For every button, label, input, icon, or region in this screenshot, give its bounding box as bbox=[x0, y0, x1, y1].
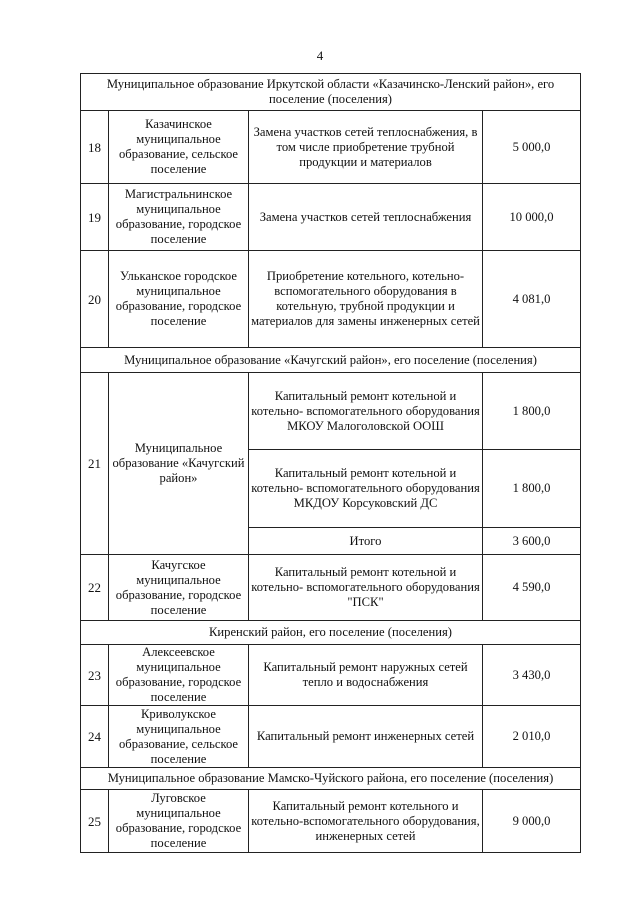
purpose-cell: Капитальный ремонт котельного и котельно-вспомогательного оборудования, инженерных сетей bbox=[249, 790, 483, 853]
entity-cell: Алексеевское муниципальное образование, городское поселение bbox=[109, 645, 249, 706]
purpose-cell: Замена участков сетей теплоснабжения bbox=[249, 184, 483, 251]
row-number: 24 bbox=[81, 706, 109, 768]
total-label: Итого bbox=[249, 528, 483, 555]
table-row bbox=[81, 373, 581, 450]
section-title: Муниципальное образование Мамско-Чуйского района, его поселение (поселения) bbox=[81, 768, 581, 790]
section-row bbox=[81, 621, 581, 645]
amount-cell: 4 590,0 bbox=[483, 555, 581, 621]
row-number: 20 bbox=[81, 251, 109, 348]
table-row bbox=[81, 111, 581, 184]
amount-cell: 5 000,0 bbox=[483, 111, 581, 184]
table-row bbox=[81, 790, 581, 853]
purpose-cell: Капитальный ремонт котельной и котельно- вспомогательного оборудования "ПСК" bbox=[249, 555, 483, 621]
purpose-cell: Капитальный ремонт котельной и котельно- вспомогательного оборудования МКОУ Малоголовской ООШ bbox=[249, 373, 483, 450]
amount-cell: 10 000,0 bbox=[483, 184, 581, 251]
section-title: Киренский район, его поселение (поселения) bbox=[81, 621, 581, 645]
section-title: Муниципальное образование Иркутской области «Казачинско-Ленский район», его поселение (поселения) bbox=[81, 74, 581, 111]
entity-cell: Казачинское муниципальное образование, сельское поселение bbox=[109, 111, 249, 184]
entity-cell: Луговское муниципальное образование, городское поселение bbox=[109, 790, 249, 853]
purpose-cell: Замена участков сетей теплоснабжения, в том числе приобретение трубной продукции и материалов bbox=[249, 111, 483, 184]
row-number: 23 bbox=[81, 645, 109, 706]
funding-table bbox=[80, 73, 581, 853]
section-row bbox=[81, 74, 581, 111]
amount-cell: 9 000,0 bbox=[483, 790, 581, 853]
amount-cell: 2 010,0 bbox=[483, 706, 581, 768]
row-number: 18 bbox=[81, 111, 109, 184]
amount-cell: 4 081,0 bbox=[483, 251, 581, 348]
table-row bbox=[81, 706, 581, 768]
row-number: 22 bbox=[81, 555, 109, 621]
amount-cell: 1 800,0 bbox=[483, 450, 581, 528]
entity-cell: Криволукское муниципальное образование, сельское поселение bbox=[109, 706, 249, 768]
row-number: 21 bbox=[81, 373, 109, 555]
entity-cell: Магистральнинское муниципальное образование, городское поселение bbox=[109, 184, 249, 251]
entity-cell: Качугское муниципальное образование, городское поселение bbox=[109, 555, 249, 621]
row-number: 19 bbox=[81, 184, 109, 251]
section-title: Муниципальное образование «Качугский район», его поселение (поселения) bbox=[81, 348, 581, 373]
table-row bbox=[81, 251, 581, 348]
table-row bbox=[81, 645, 581, 706]
entity-cell: Муниципальное образование «Качугский район» bbox=[109, 373, 249, 555]
amount-cell: 3 430,0 bbox=[483, 645, 581, 706]
table-row bbox=[81, 555, 581, 621]
total-amount: 3 600,0 bbox=[483, 528, 581, 555]
purpose-cell: Приобретение котельного, котельно-вспомогательного оборудования в котельную, трубной продукции и материалов для замены инженерных сетей bbox=[249, 251, 483, 348]
page-number: 4 bbox=[316, 48, 324, 63]
row-number: 25 bbox=[81, 790, 109, 853]
purpose-cell: Капитальный ремонт наружных сетей тепло и водоснабжения bbox=[249, 645, 483, 706]
purpose-cell: Капитальный ремонт инженерных сетей bbox=[249, 706, 483, 768]
section-row bbox=[81, 348, 581, 373]
table-row bbox=[81, 184, 581, 251]
entity-cell: Ульканское городское муниципальное образование, городское поселение bbox=[109, 251, 249, 348]
purpose-cell: Капитальный ремонт котельной и котельно- вспомогательного оборудования МКДОУ Корсуковский ДС bbox=[249, 450, 483, 528]
amount-cell: 1 800,0 bbox=[483, 373, 581, 450]
section-row bbox=[81, 768, 581, 790]
